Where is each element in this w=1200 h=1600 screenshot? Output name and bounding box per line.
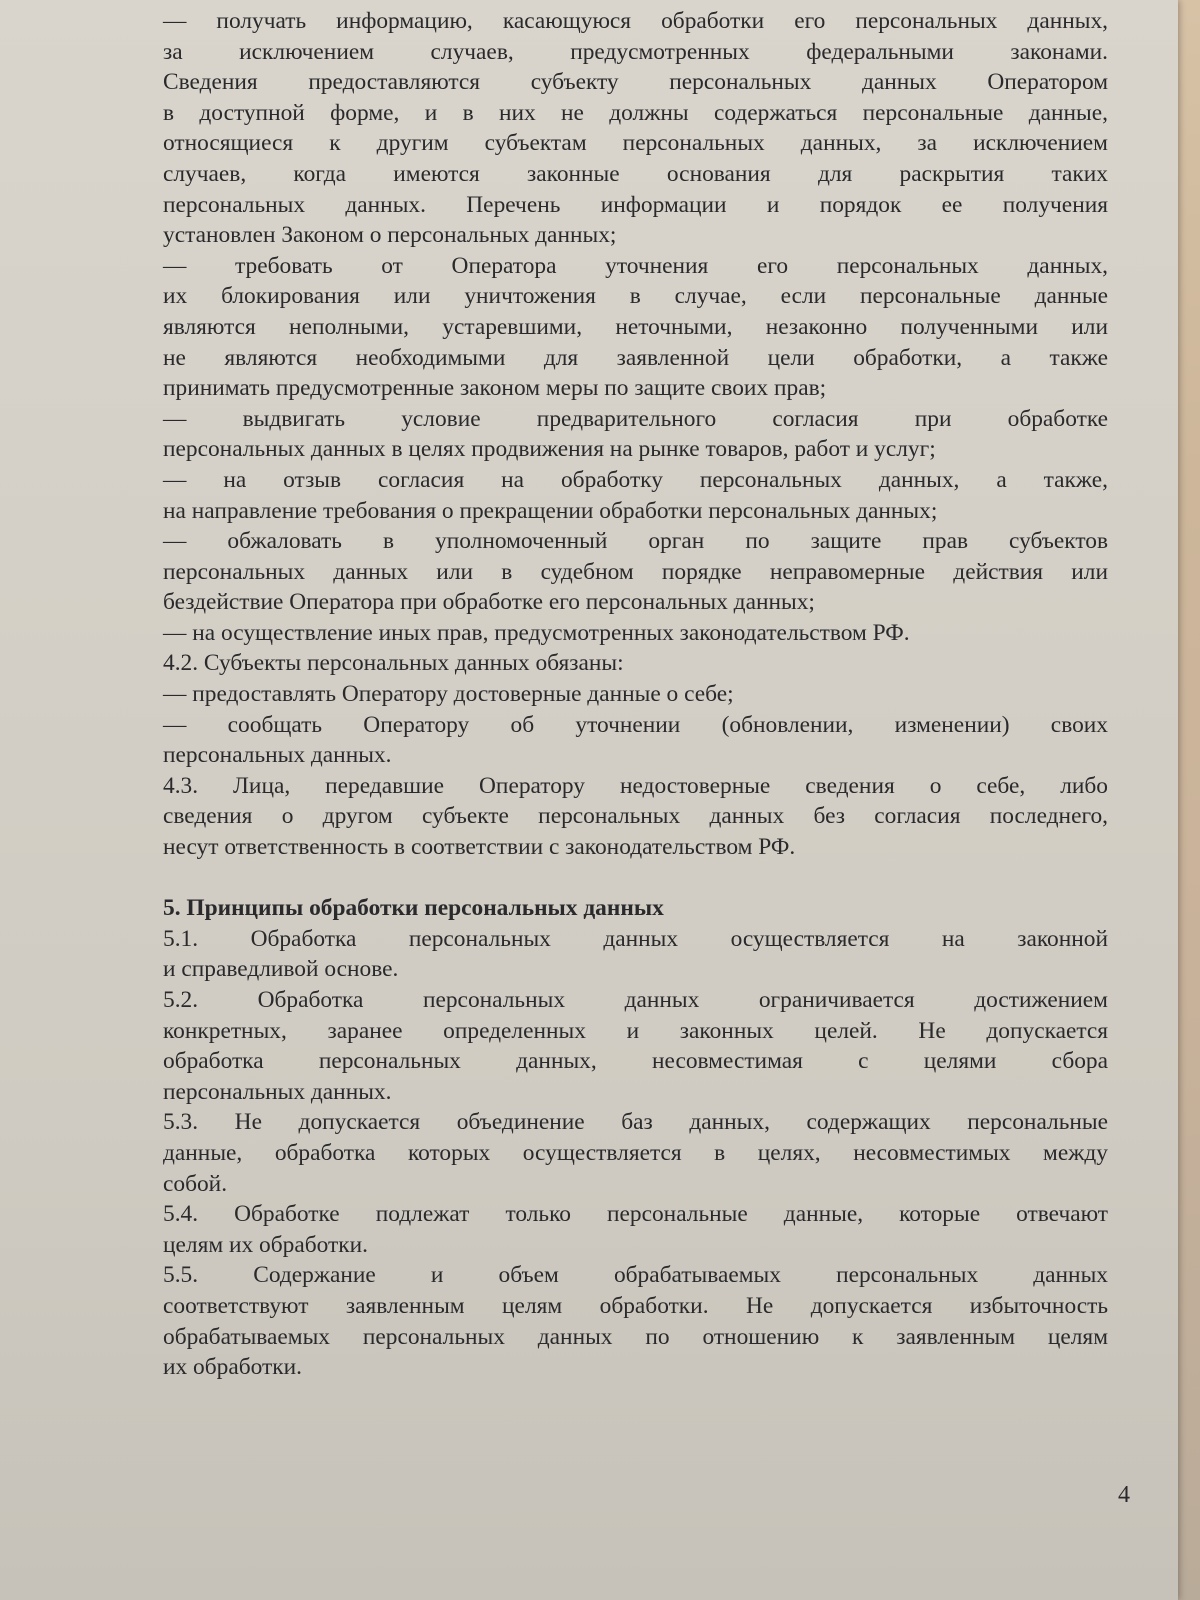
section-heading: 5. Принципы обработки персональных данных [163, 895, 664, 922]
text-line: персональных данных. Перечень информации и порядок ее получения [163, 191, 1108, 218]
text-line: — требовать от Оператора уточнения его персональных данных, [163, 252, 1108, 279]
text-line: соответствуют заявленным целям обработки. Не допускается избыточность [163, 1292, 1108, 1319]
text-line: собой. [163, 1170, 228, 1197]
text-line: — сообщать Оператору об уточнении (обновлении, изменении) своих [163, 711, 1108, 738]
text-line: — выдвигать условие предварительного согласия при обработке [163, 405, 1108, 432]
text-line: конкретных, заранее определенных и законных целей. Не допускается [163, 1017, 1108, 1044]
text-line: персональных данных. [163, 742, 392, 769]
text-line: Сведения предоставляются субъекту персональных данных Оператором [163, 69, 1108, 96]
text-line: бездействие Оператора при обработке его персональных данных; [163, 589, 815, 616]
text-line: 5.5. Содержание и объем обрабатываемых персональных данных [163, 1262, 1108, 1289]
text-line: персональных данных или в судебном порядке неправомерные действия или [163, 558, 1108, 585]
text-line: их блокирования или уничтожения в случае, если персональные данные [163, 283, 1108, 310]
text-line: 5.2. Обработка персональных данных ограничивается достижением [163, 987, 1108, 1013]
text-line: 5.1. Обработка персональных данных осуществляется на законной [163, 925, 1108, 952]
text-line: принимать предусмотренные законом меры по защите своих прав; [163, 375, 827, 402]
text-line: относящиеся к другим субъектам персональных данных, за исключением [163, 130, 1108, 157]
paragraph-spacer [163, 863, 1108, 894]
text-line: за исключением случаев, предусмотренных федеральными законами. [163, 38, 1108, 65]
text-line: — на осуществление иных прав, предусмотренных законодательством РФ. [163, 619, 910, 646]
text-line: 4.2. Субъекты персональных данных обязаны: [163, 650, 624, 677]
document-body [163, 6, 1108, 1383]
text-line: — получать информацию, касающуюся обработки его персональных данных, [163, 8, 1108, 34]
text-line: 5.3. Не допускается объединение баз данных, содержащих персональные [163, 1109, 1108, 1136]
text-line: не являются необходимыми для заявленной цели обработки, а также [163, 344, 1108, 371]
text-line: 4.3. Лица, передавшие Оператору недостоверные сведения о себе, либо [163, 772, 1108, 799]
text-line: в доступной форме, и в них не должны содержаться персональные данные, [163, 99, 1108, 126]
text-line: — на отзыв согласия на обработку персональных данных, а также, [163, 466, 1108, 493]
text-line: персональных данных. [163, 1078, 392, 1105]
page-number: 4 [1118, 1482, 1130, 1508]
text-line: случаев, когда имеются законные основания для раскрытия таких [163, 160, 1108, 187]
text-line: сведения о другом субъекте персональных данных без согласия последнего, [163, 803, 1108, 830]
text-line: установлен Законом о персональных данных; [163, 222, 617, 249]
text-line: являются неполными, устаревшими, неточными, незаконно полученными или [163, 313, 1108, 340]
text-line: обрабатываемых персональных данных по отношению к заявленным целям [163, 1323, 1108, 1350]
text-line: обработка персональных данных, несовместимая с целями сбора [163, 1048, 1108, 1075]
text-line: персональных данных в целях продвижения на рынке товаров, работ и услуг; [163, 436, 936, 463]
text-line: — обжаловать в уполномоченный орган по защите прав субъектов [163, 528, 1108, 555]
text-line: — предоставлять Оператору достоверные данные о себе; [163, 681, 734, 708]
text-line: и справедливой основе. [163, 956, 399, 983]
text-line: 5.4. Обработке подлежат только персональные данные, которые отвечают [163, 1201, 1108, 1228]
text-line: несут ответственность в соответствии с законодательством РФ. [163, 834, 796, 861]
text-line: их обработки. [163, 1354, 302, 1381]
text-line: на направление требования о прекращении обработки персональных данных; [163, 497, 938, 524]
text-line: целям их обработки. [163, 1231, 368, 1258]
text-line: данные, обработка которых осуществляется в целях, несовместимых между [163, 1139, 1108, 1166]
